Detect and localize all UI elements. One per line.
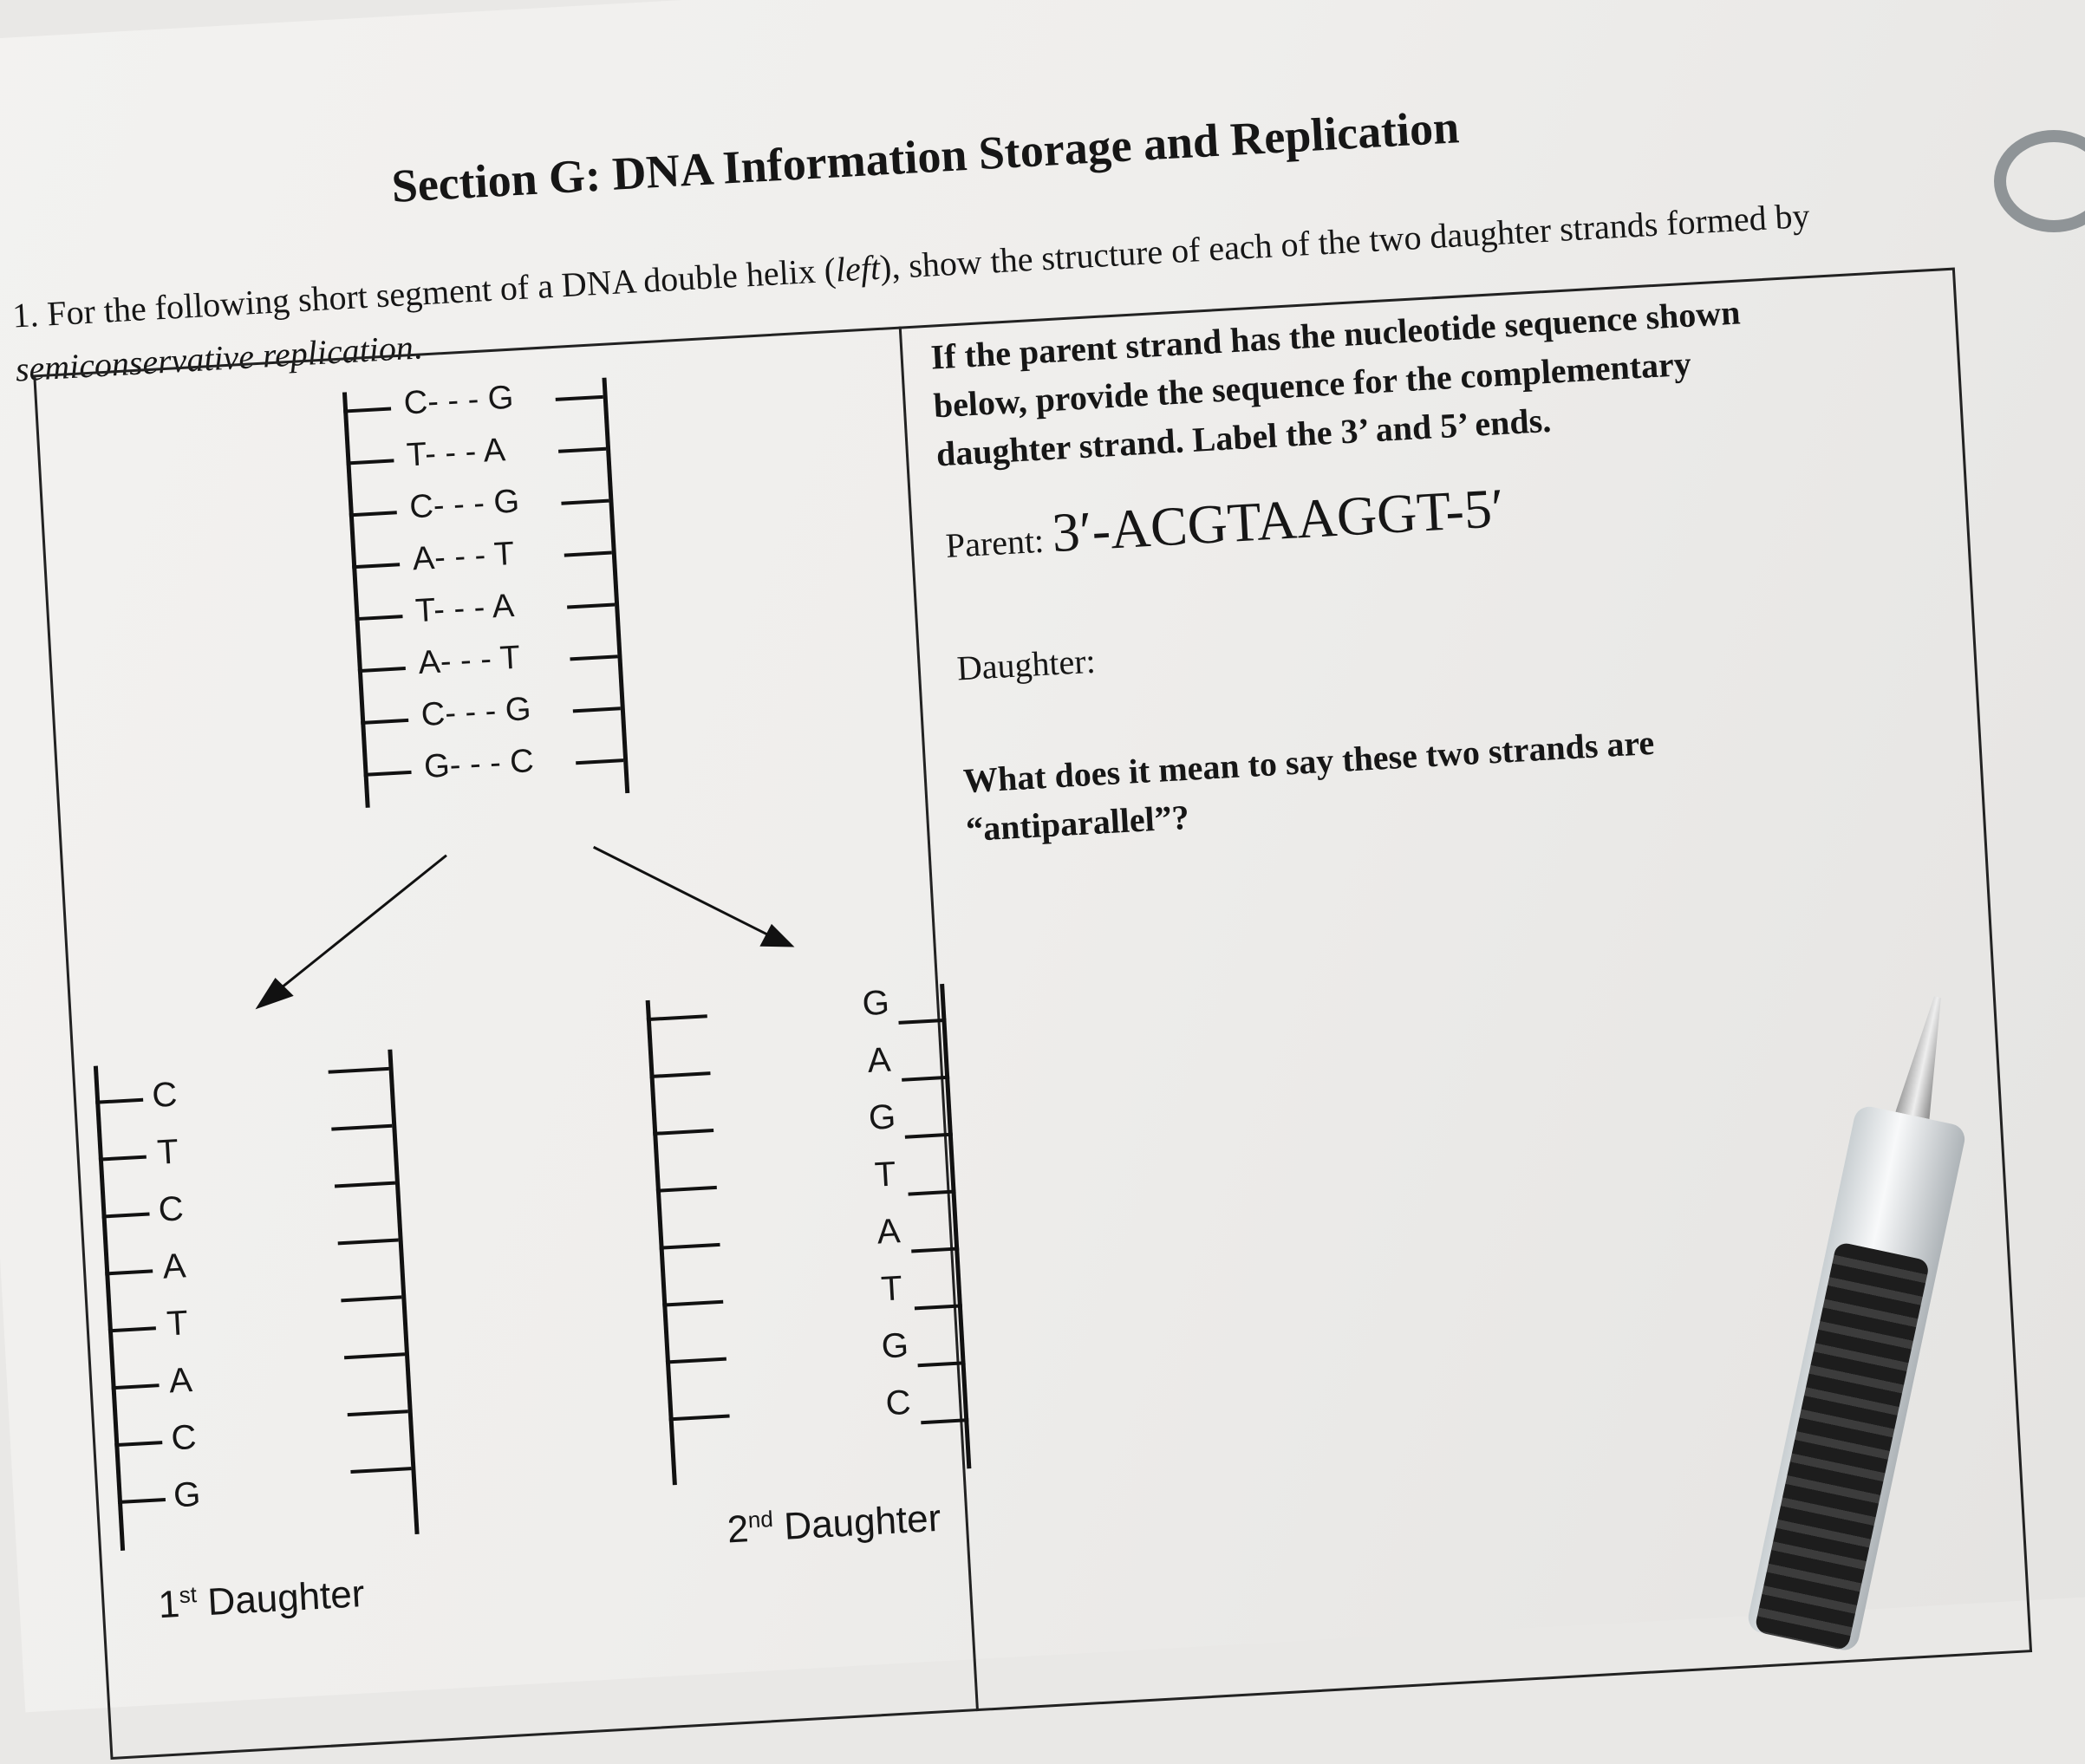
d2-rung-left	[653, 1129, 713, 1136]
question-em-semiconservative: semiconservative replication	[14, 327, 414, 389]
parent-base-pair: C- - - G	[402, 379, 515, 422]
d1-rung-left	[101, 1212, 149, 1218]
parent-rung-right	[567, 602, 615, 609]
d2-base: A	[866, 1040, 892, 1080]
d1-rung-left	[95, 1098, 143, 1104]
parent-base-pair: C- - - G	[420, 691, 532, 734]
d2-rung-right	[908, 1190, 955, 1196]
parent-rung-right	[561, 499, 609, 505]
parent-base-pair: A- - - T	[417, 639, 522, 682]
parent-base-pair: A- - - T	[411, 535, 516, 578]
d1-base: G	[172, 1474, 202, 1515]
d1-rung-left	[99, 1155, 147, 1162]
d2-rung-left	[669, 1415, 730, 1422]
d1-rung-left	[108, 1326, 156, 1332]
d2-rung-right	[902, 1076, 949, 1082]
d1-rung-right	[344, 1352, 405, 1359]
d1-rung-right	[348, 1409, 408, 1416]
question-text-b: ), show the structure of each of the two daughter strands formed by	[878, 195, 1811, 287]
parent-rung-left	[346, 459, 394, 465]
question-number: 1.	[11, 295, 40, 335]
parent-helix	[342, 377, 642, 808]
parent-base-pair: C- - - G	[408, 483, 521, 526]
d1-base: C	[151, 1075, 179, 1116]
section-title: Section G: DNA Information Storage and Replication	[390, 101, 1461, 213]
parent-rung-right	[570, 654, 617, 661]
d2-rung-right	[898, 1019, 946, 1025]
parent-rung-right	[556, 395, 603, 401]
daughter-label: Daughter:	[955, 641, 1097, 688]
d1-base: T	[166, 1304, 190, 1344]
second-daughter-label: 2nd Daughter	[726, 1496, 942, 1552]
parent-label: Parent:	[944, 520, 1046, 565]
second-daughter-helix	[646, 984, 976, 1486]
d2-rung-right	[911, 1247, 959, 1253]
d1-rung-left	[114, 1441, 162, 1447]
question-text-c: .	[412, 327, 423, 367]
d2-base: T	[880, 1269, 904, 1309]
first-daughter-helix	[94, 1049, 424, 1551]
d1-base: C	[170, 1417, 198, 1458]
d2-rung-left	[659, 1243, 720, 1250]
d1-rung-left	[112, 1383, 160, 1390]
d2-rung-left	[647, 1014, 707, 1021]
parent-rung-left	[352, 563, 400, 569]
d2-rung-right	[918, 1361, 966, 1367]
d2-base: C	[884, 1383, 912, 1423]
replication-arrows	[229, 817, 844, 1024]
arrow-right-down-icon	[594, 836, 795, 958]
d1-base: A	[167, 1361, 193, 1401]
d1-rung-right	[331, 1124, 392, 1131]
d2-base: G	[880, 1325, 910, 1366]
d1-rung-left	[105, 1269, 153, 1275]
parent-base-pair: G- - - C	[423, 742, 535, 785]
d2-base: T	[873, 1155, 897, 1194]
question-text-a: For the following short segment of a DNA double helix (	[46, 250, 837, 334]
d1-base: C	[157, 1189, 185, 1229]
arrow-left-down-icon	[247, 856, 454, 1010]
d1-rung-right	[335, 1181, 395, 1188]
parent-rung-left	[363, 771, 411, 777]
parent-base-pair: T- - - A	[414, 587, 516, 630]
parent-rung-right	[564, 551, 612, 557]
d2-rung-left	[666, 1357, 726, 1364]
antiparallel-question: What does it mean to say these two strands are “antiparallel”?	[961, 722, 1656, 849]
parent-sequence-instruction: If the parent strand has the nucleotide sequence shown below, provide the sequence for the complementary daughter strand. Label the 3’ and 5’ ends.	[929, 292, 1742, 474]
parent-base-pair: T- - - A	[405, 432, 507, 474]
d2-rung-left	[662, 1300, 723, 1307]
parent-rung-left	[361, 719, 408, 725]
d2-base: G	[867, 1097, 897, 1137]
parent-rung-right	[573, 706, 621, 713]
d2-rung-left	[656, 1186, 717, 1193]
d1-base: T	[156, 1132, 179, 1172]
d2-rung-right	[905, 1133, 953, 1139]
d2-base: A	[876, 1212, 902, 1252]
d1-rung-right	[329, 1067, 389, 1074]
d2-base: G	[861, 983, 890, 1024]
parent-rung-left	[349, 511, 397, 517]
d1-rung-right	[350, 1467, 411, 1474]
d1-rung-right	[338, 1239, 399, 1246]
d2-rung-right	[915, 1304, 962, 1310]
parent-rung-right	[558, 447, 606, 453]
d1-rung-right	[341, 1295, 401, 1302]
d1-base: A	[161, 1247, 187, 1286]
parent-rung-left	[343, 407, 391, 413]
parent-rung-right	[576, 758, 623, 765]
d1-rung-left	[118, 1498, 166, 1504]
d2-rung-right	[921, 1418, 968, 1424]
question-em-left: left	[834, 247, 882, 290]
first-daughter-label: 1st Daughter	[157, 1572, 366, 1627]
parent-sequence: 3′-ACGTAAGGT-5′	[1050, 477, 1506, 564]
d2-rung-left	[649, 1071, 710, 1078]
parent-rung-left	[355, 615, 402, 621]
parent-rung-left	[358, 667, 406, 673]
